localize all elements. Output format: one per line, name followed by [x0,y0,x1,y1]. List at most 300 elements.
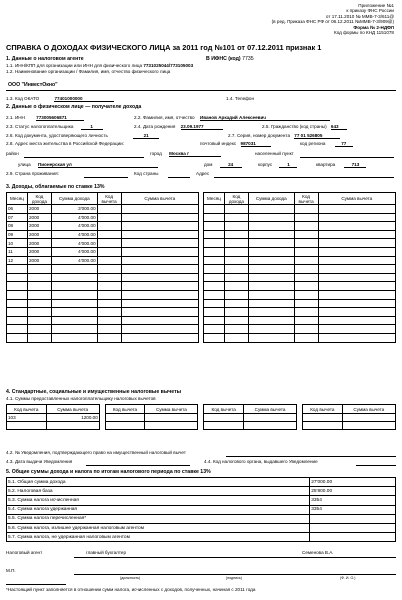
income-sum-cell: 4'000.00 [51,247,97,256]
position-caption: (должность) [120,576,141,580]
deduction-code-header: Код вычета [303,405,343,414]
deduction-sum-cell [121,299,198,308]
income-row [204,290,396,299]
income-row [204,239,396,248]
income-sum-cell: 4'000.00 [51,222,97,231]
citizen-field [262,124,347,130]
income-sum-cell: 4'000.00 [51,213,97,222]
deduction-code-cell [294,333,318,342]
income-row [7,308,199,317]
month-cell [7,273,28,282]
income-code-cell [27,290,51,299]
income-sum-cell [248,256,294,265]
caption-line [74,574,396,575]
region-value: 77 [335,141,353,147]
deduction-code-cell [294,290,318,299]
fio-caption: (Ф. И. О.) [340,576,356,580]
deduction-sum-header: Сумма вычета [243,405,296,414]
series-value: 77 01 526805 [294,133,340,139]
tax-agent-label: Налоговый агент [6,550,43,555]
deduction-code-cell [294,256,318,265]
income-sum-cell [248,247,294,256]
income-sum-cell [248,333,294,342]
authority-line [356,465,396,466]
deduction-code-cell [105,414,145,422]
house-value: 24 [220,162,242,168]
deduction-sum-cell [243,422,296,430]
deduction-sum-cell [121,282,198,291]
deduction-sum-cell [318,205,395,214]
city-value: Москва г [169,151,221,157]
month-cell [204,316,225,325]
income-row [204,247,396,256]
month-cell [204,205,225,214]
deduction-code-cell [97,308,121,317]
deduction-sum-header: Сумма вычета [145,405,198,414]
income-row [7,325,199,334]
month-cell [7,333,28,342]
income-code-cell: 2000 [27,256,51,265]
deduction-code-cell [294,205,318,214]
region-label: код региона [300,141,326,146]
deduction-code-header: Код вычета [97,193,121,205]
income-table-left [6,192,199,343]
deduction-sum-cell [318,222,395,231]
deduction-code-cell [294,213,318,222]
income-code-cell [27,299,51,308]
income-row [7,273,199,282]
agent-section-title: 1. Данные о налоговом агенте [6,56,84,62]
income-sum-cell: 4'000.00 [51,256,97,265]
totals-value-cell [310,514,396,523]
income-row [7,247,199,256]
month-cell [204,308,225,317]
deduction-code-cell [97,273,121,282]
deduction-sum-cell [145,414,198,422]
income-sum-cell: 3'000.00 [51,205,97,214]
person-inn-field [6,115,84,121]
notice-date-line [86,465,190,466]
deduction-sum-cell [318,290,395,299]
income-row [7,256,199,265]
foreign-address-label: Адрес [196,171,210,176]
month-cell [7,325,28,334]
deduction-code-header: Код вычета [294,193,318,205]
income-row [204,205,396,214]
income-sum-cell [51,282,97,291]
income-row [204,256,396,265]
income-row [204,333,396,342]
deduction-code-cell [294,273,318,282]
income-sum-cell: 4'000.00 [51,230,97,239]
income-row [7,316,199,325]
totals-value-cell: 25'800.00 [310,487,396,496]
status-label: 2.3. Статус налогоплательщика [6,124,74,129]
totals-value-cell: 3354 [310,496,396,505]
totals-label-cell: 5.4. Сумма налога удержанная [7,505,310,514]
deduction-code-cell [97,239,121,248]
deduction-code-cell [294,230,318,239]
deduction-sum-cell [121,256,198,265]
income-row [7,333,199,342]
deduction-sum-cell [318,239,395,248]
deduction-code-cell [97,265,121,274]
income-code-header: Код дохода [27,193,51,205]
deduction-sum-cell [318,265,395,274]
house-label: дом [204,162,213,167]
person-fio-field [134,115,330,121]
deduction-sum-cell [121,239,198,248]
deduction-code-cell [294,239,318,248]
deduction-code-cell [97,256,121,265]
postcode-value: 987031 [241,141,271,147]
district-line [24,157,144,158]
deduction-code-cell [97,213,121,222]
citizen-value: 643 [331,124,347,130]
income-sum-cell [248,265,294,274]
month-cell [204,333,225,342]
deductions-table [6,404,396,430]
deductions-row [7,422,396,430]
month-cell [7,316,28,325]
deduction-code-cell [97,316,121,325]
income-code-cell [224,290,248,299]
knd-code: Код формы по КНД 1151078 [334,30,394,36]
flat-value: 713 [344,162,366,168]
okato-label: 1.3. Код ОКАТО [6,96,40,101]
deduction-sum-cell [121,333,198,342]
totals-row [7,496,396,505]
deduction-sum-cell [318,273,395,282]
status-value: 1 [81,124,103,130]
settlement-line [300,157,394,158]
income-row [7,282,199,291]
deduction-sum-header: Сумма вычета [318,193,395,205]
totals-row [7,505,396,514]
income-row [7,230,199,239]
foreign-line [84,177,128,178]
income-code-cell [224,222,248,231]
income-code-cell [224,265,248,274]
deduction-code-cell [97,333,121,342]
deduction-sum-cell [145,422,198,430]
month-cell [204,325,225,334]
totals-value-cell: 3354 [310,505,396,514]
income-code-cell [224,205,248,214]
deduction-code-cell [97,247,121,256]
month-cell [204,290,225,299]
income-sum-cell [248,222,294,231]
deduction-code-cell [294,247,318,256]
income-table-right [203,192,396,343]
month-cell [7,265,28,274]
deduction-sum-header: Сумма вычета [342,405,395,414]
month-header: Месяц [204,193,225,205]
income-row [204,299,396,308]
deduction-sum-cell [243,414,296,422]
totals-value-cell [310,523,396,532]
income-sum-cell [248,230,294,239]
month-cell [204,239,225,248]
month-cell: 12 [7,256,28,265]
birth-label: 2.4. Дата рождения [134,124,176,129]
deduction-sum-cell [121,265,198,274]
income-header-row [204,193,396,205]
deduction-code-cell [97,230,121,239]
doc-label: 2.6. Код документа, удостоверяющего личность [6,133,108,138]
deductions-sub-title: 4.1. Суммы предоставленных налогоплательщику налоговых вычетов [6,396,156,401]
income-row [7,299,199,308]
header-line: к приказу ФНС России [346,8,394,14]
totals-label-cell: 5.1. Общая сумма дохода [7,478,310,487]
ifns-label: В ИФНС (код) [206,56,241,62]
district-label: район [6,151,19,156]
income-code-cell [224,299,248,308]
header-line: Приложение №1 [358,3,394,8]
month-cell [204,213,225,222]
agent-inn-value: 7731025044/773105003 [143,63,194,68]
korpus-label: корпус [258,162,273,167]
signature-caption: (подпись) [226,576,242,580]
totals-row [7,487,396,496]
deduction-sum-cell [318,230,395,239]
city-field [150,151,221,157]
notice-date-label: 4.3. Дата выдачи Уведомления [6,459,73,464]
income-sum-cell [248,213,294,222]
totals-label-cell: 5.6. Сумма налога, излишне удержанная налоговым агентом [7,523,310,532]
income-code-cell [224,282,248,291]
income-sum-cell: 4'000.00 [51,239,97,248]
deduction-sum-cell [318,247,395,256]
settlement-label: населенный пункт [255,151,294,156]
month-cell [204,222,225,231]
totals-label-cell: 5.5. Сумма налога перечисленная* [7,514,310,523]
deduction-code-cell [97,290,121,299]
income-code-cell [224,247,248,256]
postcode-field [200,141,271,147]
income-row [7,290,199,299]
deduction-sum-cell [318,282,395,291]
deduction-code-cell [294,325,318,334]
deduction-code-cell [97,299,121,308]
income-sum-cell [248,316,294,325]
deduction-code-cell [204,414,244,422]
deduction-code-cell [105,422,145,430]
deduction-sum-cell [121,222,198,231]
deduction-code-cell [204,422,244,430]
income-code-cell [224,273,248,282]
series-label: 2.7. Серия, номер документа [228,133,291,138]
income-row [7,205,199,214]
street-value: Пионерская ул [38,162,158,168]
foreign-label: 2.9. Страна проживания: [6,171,59,176]
income-sum-header: Сумма дохода [51,193,97,205]
income-sum-cell [248,290,294,299]
income-sum-cell [51,273,97,282]
deduction-code-header: Код вычета [105,405,145,414]
income-code-cell [224,333,248,342]
deduction-code-cell [7,422,47,430]
deduction-sum-cell [121,205,198,214]
ifns-value: 7735 [242,56,254,62]
city-label: город [150,151,162,156]
ifns-field [206,56,254,62]
agent-inn-label: 1.1. ИНН/КПП для организации или ИНН для физического лица [6,63,143,68]
deduction-sum-cell [121,247,198,256]
phone-label: 1.4. Телефон [226,96,254,101]
totals-row [7,478,396,487]
income-code-cell [27,316,51,325]
month-cell: 06 [7,205,28,214]
country-label: Код страны [134,171,159,176]
totals-row [7,523,396,532]
month-cell: 08 [7,222,28,231]
income-code-cell [224,256,248,265]
doc-field [6,133,159,139]
totals-row [7,514,396,523]
deduction-sum-cell [121,325,198,334]
income-sum-cell [248,205,294,214]
month-cell [7,308,28,317]
month-cell: 07 [7,213,28,222]
income-sum-cell [248,239,294,248]
deduction-code-cell [294,308,318,317]
deduction-code-cell [97,282,121,291]
income-row [204,308,396,317]
income-code-cell [224,213,248,222]
income-code-cell: 2000 [27,222,51,231]
deduction-sum-cell [318,316,395,325]
deduction-sum-cell [318,256,395,265]
income-row [7,239,199,248]
footnote-divider [6,584,66,585]
income-code-header: Код дохода [224,193,248,205]
month-cell: 09 [7,230,28,239]
house-field [204,162,242,168]
income-sum-cell [248,308,294,317]
totals-table [6,477,396,542]
month-cell [7,299,28,308]
month-cell: 10 [7,239,28,248]
person-inn-label: 2.1. ИНН [6,115,25,120]
month-cell [204,282,225,291]
street-field [6,162,158,168]
postcode-label: почтовый индекс [200,141,237,146]
deductions-section-title: 4. Стандартные, социальные и имущественные налоговые вычеты [6,389,182,395]
income-code-cell: 2000 [27,247,51,256]
income-sum-cell [51,265,97,274]
stamp-label: М.П. [6,568,16,573]
totals-label-cell: 5.3. Сумма налога исчисленная [7,496,310,505]
income-code-cell [27,325,51,334]
deduction-code-cell [294,316,318,325]
month-cell: 11 [7,247,28,256]
income-row [204,273,396,282]
income-row [204,265,396,274]
deduction-sum-cell [318,308,395,317]
totals-label-cell: 5.2. Налоговая база [7,487,310,496]
deduction-code-cell [294,299,318,308]
doc-value: 21 [133,133,159,139]
income-sum-cell [248,299,294,308]
deduction-sum-cell [342,422,395,430]
signer-name-value: Семенова В.А. [302,550,334,555]
country-line [168,177,190,178]
deduction-sum-cell [318,333,395,342]
deduction-sum-cell: 1200.00 [46,414,99,422]
totals-value-cell [310,533,396,542]
person-section-title: 2. Данные о физическом лице — получателе дохода [6,104,142,110]
deduction-sum-cell [121,273,198,282]
income-code-cell [27,265,51,274]
income-row [204,282,396,291]
income-code-cell [224,308,248,317]
deduction-code-cell [97,205,121,214]
totals-value-cell: 27'000.00 [310,478,396,487]
korpus-value: 1 [279,162,297,168]
income-row [204,230,396,239]
notice-label: 4.2. № Уведомления, подтверждающего право на имущественный налоговый вычет [6,450,186,455]
agent-name-label: 1.2. Наименование организации / Фамилия, имя, отчество физического лица [6,69,171,74]
income-row [204,316,396,325]
deduction-sum-cell [342,414,395,422]
income-row [204,325,396,334]
signature-line [74,557,396,558]
totals-section-title: 5. Общие суммы дохода и налога по итогам налогового периода по ставке 13% [6,469,211,475]
foreign-address-line [214,177,394,178]
income-code-cell: 2000 [27,230,51,239]
income-code-cell [224,230,248,239]
income-sum-cell [51,325,97,334]
month-cell [204,230,225,239]
deduction-code-cell: 103 [7,414,47,422]
street-label: улица [18,162,31,167]
income-sum-cell [248,282,294,291]
month-cell [7,282,28,291]
header-line: от 17.11.2010 № ММВ-7-3/611@ [325,13,394,19]
deductions-header-row [7,405,396,414]
income-code-cell: 2000 [27,213,51,222]
authority-label: 4.4. Код налогового органа, выдавшего Уведомление [204,459,318,464]
footnote: *Настоящий пункт заполняется в отношении сумм налога, исчисленных с доходов, полученных, начиная с 2011 года [6,587,256,592]
totals-row [7,533,396,542]
income-sum-cell [51,316,97,325]
notice-line [226,456,396,457]
series-field [228,133,340,139]
deduction-code-cell [97,222,121,231]
agent-inn-field [6,63,193,68]
deduction-sum-cell [121,213,198,222]
form-label: Форма № 2-НДФЛ [353,24,394,30]
deduction-code-cell [303,414,343,422]
person-fio-label: 2.2. Фамилия, имя, отчество [134,115,195,120]
income-sum-cell [248,273,294,282]
income-row [204,222,396,231]
person-fio-value: Иванов Аркадий Алексеевич [200,115,330,121]
income-sum-cell [248,325,294,334]
deductions-row [7,414,396,422]
status-field [6,124,103,130]
income-sum-cell [51,290,97,299]
deduction-sum-cell [121,230,198,239]
income-code-cell [27,273,51,282]
month-cell [204,247,225,256]
birth-field [134,124,223,130]
income-code-cell [224,325,248,334]
deduction-sum-cell [318,299,395,308]
deduction-sum-cell [318,213,395,222]
income-code-cell [27,333,51,342]
